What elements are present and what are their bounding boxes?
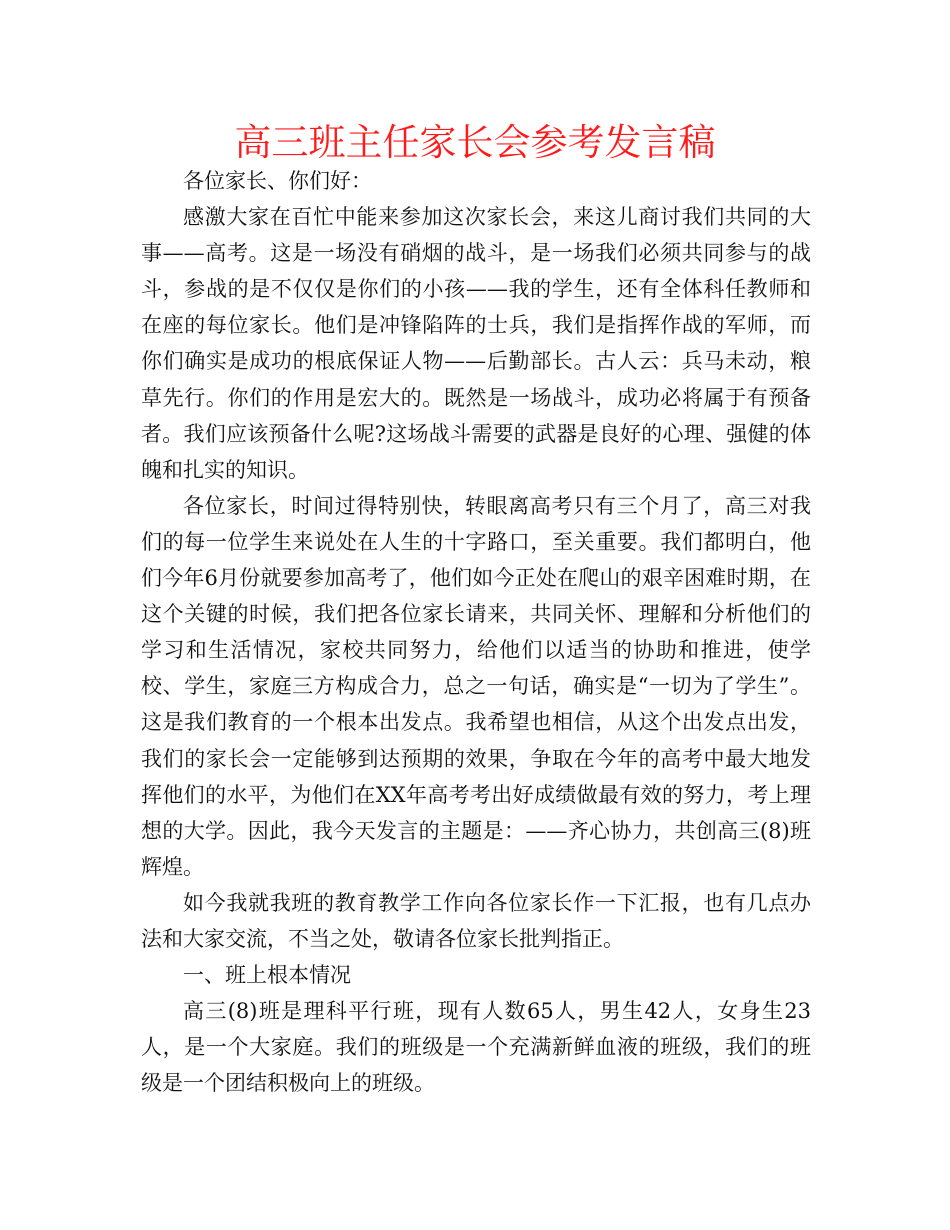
paragraph-report-intro: 如今我就我班的教育教学工作向各位家长作一下汇报，也有几点办法和大家交流，不当之处，敬请各位家长批判指正。 (141, 890, 811, 951)
section-heading-class-overview: 一、班上根本情况 (183, 963, 351, 988)
paragraph-thanks: 感激大家在百忙中能来参加这次家长会，来这儿商讨我们共同的大事——高考。这是一场没有硝烟的战斗，是一场我们必须共同参与的战斗，参战的是不仅仅是你们的小孩——我的学生，还有全体科任教师和在座的每位家长。他们是冲锋陷阵的士兵，我们是指挥作战的军师，而你们确实是成功的根底保证人物——后勤部长。古人云：兵马未动，粮草先行。你们的作用是宏大的。既然是一场战斗，成功必将属于有预备者。我们应该预备什么呢?这场战斗需要的武器是良好的心理、强健的体魄和扎实的知识。 (141, 205, 811, 482)
paragraph-greeting: 各位家长、你们好： (183, 169, 372, 193)
paragraph-class-overview: 高三(8)班是理科平行班，现有人数65人，男生42人，女身生23人，是一个大家庭。我们的班级是一个充满新鲜血液的班级，我们的班级是一个团结积极向上的班级。 (141, 999, 811, 1096)
paragraph-purpose: 各位家长，时间过得特别快，转眼离高考只有三个月了，高三对我们的每一位学生来说处在人生的十字路口，至关重要。我们都明白，他们今年6月份就要参加高考了，他们如今正处在爬山的艰辛困难时期，在这个关键的时候，我们把各位家长请来，共同关怀、理解和分析他们的学习和生活情况，家校共同努力，给他们以适当的协助和推进，使学校、学生，家庭三方构成合力，总之一句话，确实是“一切为了学生”。这是我们教育的一个根本出发点。我希望也相信，从这个出发点出发，我们的家长会一定能够到达预期的效果，争取在今年的高考中最大地发挥他们的水平，为他们在XX年高考考出好成绩做最有效的努力，考上理想的大学。因此，我今天发言的主题是：——齐心协力，共创高三(8)班辉煌。 (141, 493, 811, 879)
document-title: 高三班主任家长会参考发言稿 (234, 121, 716, 164)
document-body (141, 163, 811, 1101)
